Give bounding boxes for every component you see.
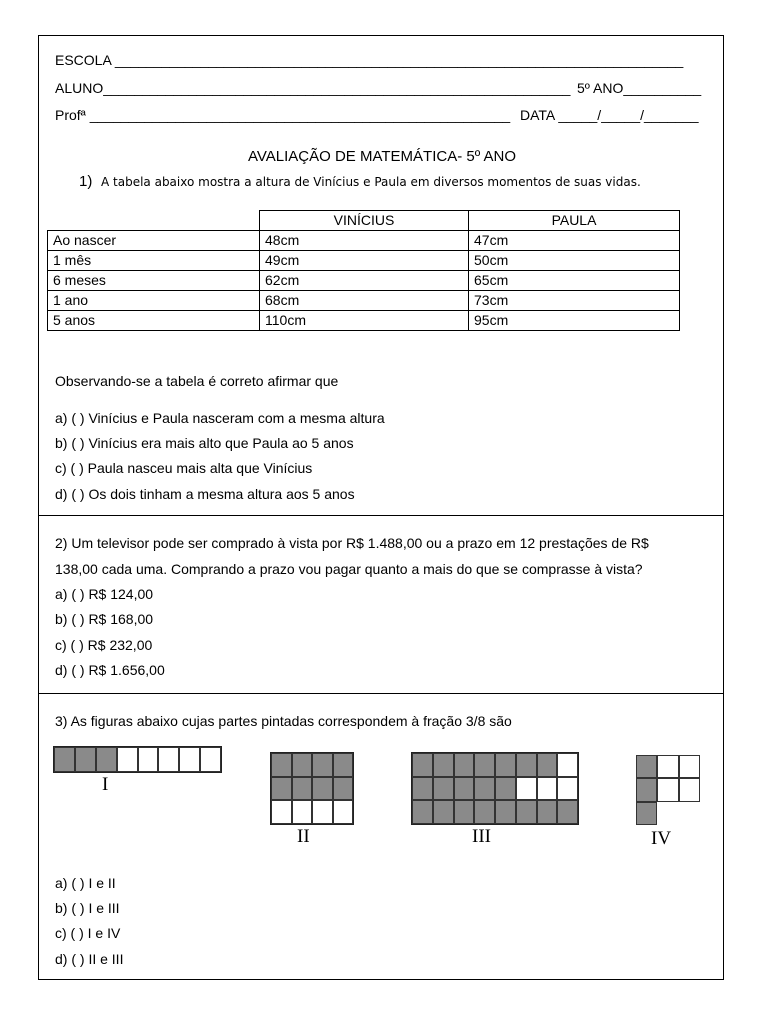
fraction-cell xyxy=(138,747,159,772)
fraction-cell xyxy=(516,777,537,801)
fraction-cell xyxy=(75,747,96,772)
q2-option-a[interactable]: a) ( ) R$ 124,00 xyxy=(55,586,154,602)
fraction-cell xyxy=(333,800,354,824)
fraction-cell xyxy=(292,777,313,801)
fraction-cell xyxy=(292,753,313,777)
q2-text-line1: 2) Um televisor pode ser comprado à vista por R$ 1.488,00 ou a prazo em 12 prestações de R$ xyxy=(55,535,649,551)
table-header-cell: PAULA xyxy=(469,211,680,231)
fraction-cell xyxy=(54,747,75,772)
table-cell: 1 mês xyxy=(48,251,260,271)
table-cell: 65cm xyxy=(469,271,680,291)
fraction-cell xyxy=(433,777,454,801)
q1-option-b[interactable]: b) ( ) Vinícius era mais alto que Paula ao 5 anos xyxy=(55,435,354,451)
table-cell: 48cm xyxy=(260,231,469,251)
q1-option-d[interactable]: d) ( ) Os dois tinham a mesma altura aos 5 anos xyxy=(55,486,355,502)
fraction-cell xyxy=(271,777,292,801)
fraction-cell xyxy=(516,800,537,824)
fraction-cell xyxy=(495,800,516,824)
figure-ii-grid xyxy=(270,752,354,825)
table-row xyxy=(48,251,680,271)
q1-intro: A tabela abaixo mostra a altura de Vinícius e Paula em diversos momentos de suas vidas. xyxy=(101,175,641,189)
figure-iv-grid xyxy=(636,755,700,825)
figure-iii-label: III xyxy=(472,826,491,847)
fraction-cell xyxy=(557,753,578,777)
fraction-cell xyxy=(557,777,578,801)
fraction-cell xyxy=(117,747,138,772)
table-cell: 68cm xyxy=(260,291,469,311)
divider-q2-q3 xyxy=(38,693,724,694)
fraction-cell xyxy=(474,753,495,777)
teacher-field: Profª ______________________________________________________ xyxy=(55,107,511,123)
figure-i-label: I xyxy=(102,774,109,795)
q2-option-b[interactable]: b) ( ) R$ 168,00 xyxy=(55,611,154,627)
fraction-cell xyxy=(454,777,475,801)
q3-option-b[interactable]: b) ( ) I e III xyxy=(55,900,120,916)
table-cell: 62cm xyxy=(260,271,469,291)
fraction-cell xyxy=(412,753,433,777)
fraction-cell xyxy=(495,777,516,801)
table-row xyxy=(48,231,680,251)
figure-iv-label: IV xyxy=(651,828,672,849)
fraction-cell xyxy=(636,755,657,778)
table-cell: 47cm xyxy=(469,231,680,251)
table-cell: 95cm xyxy=(469,311,680,331)
fraction-cell xyxy=(312,800,333,824)
q3-option-a[interactable]: a) ( ) I e II xyxy=(55,875,116,891)
figure-iii-grid xyxy=(411,752,579,825)
q1-number: 1) xyxy=(79,173,93,190)
grade-field: 5º ANO__________ xyxy=(577,80,702,96)
fraction-cell xyxy=(474,800,495,824)
q3-option-d[interactable]: d) ( ) II e III xyxy=(55,951,124,967)
table-header-cell xyxy=(48,211,260,231)
q3-option-c[interactable]: c) ( ) I e IV xyxy=(55,925,121,941)
table-row xyxy=(48,271,680,291)
q2-option-d[interactable]: d) ( ) R$ 1.656,00 xyxy=(55,662,165,678)
fraction-cell xyxy=(179,747,200,772)
table-cell: 50cm xyxy=(469,251,680,271)
table-cell: 5 anos xyxy=(48,311,260,331)
table-row xyxy=(48,311,680,331)
fraction-cell xyxy=(657,755,678,778)
q3-prompt: 3) As figuras abaixo cujas partes pintadas correspondem à fração 3/8 são xyxy=(55,713,512,729)
divider-q1-q2 xyxy=(38,515,724,516)
fraction-cell xyxy=(679,778,700,801)
page-title: AVALIAÇÃO DE MATEMÁTICA- 5º ANO xyxy=(248,148,517,165)
table-header-row xyxy=(48,211,680,231)
fraction-cell xyxy=(679,755,700,778)
fraction-cell xyxy=(433,800,454,824)
fraction-cell xyxy=(96,747,117,772)
fraction-cell xyxy=(333,753,354,777)
fraction-cell xyxy=(412,777,433,801)
fraction-cell xyxy=(333,777,354,801)
date-field: DATA _____/_____/_______ xyxy=(520,107,699,123)
q1-option-a[interactable]: a) ( ) Vinícius e Paula nasceram com a mesma altura xyxy=(55,410,385,426)
fraction-cell xyxy=(200,747,221,772)
fraction-cell xyxy=(537,800,558,824)
fraction-cell xyxy=(679,802,700,825)
fraction-cell xyxy=(271,753,292,777)
fraction-cell xyxy=(312,753,333,777)
fraction-cell xyxy=(312,777,333,801)
q2-option-c[interactable]: c) ( ) R$ 232,00 xyxy=(55,637,153,653)
fraction-cell xyxy=(537,753,558,777)
q1-prompt: Observando-se a tabela é correto afirmar que xyxy=(55,373,339,389)
table-cell: 49cm xyxy=(260,251,469,271)
figure-ii-label: II xyxy=(297,826,310,847)
table-cell: 110cm xyxy=(260,311,469,331)
q1-option-c[interactable]: c) ( ) Paula nasceu mais alta que Vinícius xyxy=(55,460,313,476)
fraction-cell xyxy=(292,800,313,824)
fraction-cell xyxy=(657,802,678,825)
school-field: ESCOLA _________________________________________________________________________ xyxy=(55,52,684,68)
fraction-cell xyxy=(495,753,516,777)
fraction-cell xyxy=(537,777,558,801)
figure-i-grid xyxy=(53,746,222,773)
table-header-cell: VINÍCIUS xyxy=(260,211,469,231)
table-cell: 6 meses xyxy=(48,271,260,291)
fraction-cell xyxy=(636,778,657,801)
fraction-cell xyxy=(657,778,678,801)
fraction-cell xyxy=(557,800,578,824)
fraction-cell xyxy=(433,753,454,777)
fraction-cell xyxy=(412,800,433,824)
fraction-cell xyxy=(636,802,657,825)
table-cell: Ao nascer xyxy=(48,231,260,251)
table-cell: 1 ano xyxy=(48,291,260,311)
fraction-cell xyxy=(454,800,475,824)
fraction-cell xyxy=(271,800,292,824)
table-row xyxy=(48,291,680,311)
fraction-cell xyxy=(474,777,495,801)
height-table xyxy=(47,210,680,331)
q2-text-line2: 138,00 cada uma. Comprando a prazo vou pagar quanto a mais do que se comprasse à vista? xyxy=(55,561,643,577)
table-cell: 73cm xyxy=(469,291,680,311)
fraction-cell xyxy=(516,753,537,777)
fraction-cell xyxy=(158,747,179,772)
fraction-cell xyxy=(454,753,475,777)
student-field: ALUNO____________________________________________________________ xyxy=(55,80,571,96)
